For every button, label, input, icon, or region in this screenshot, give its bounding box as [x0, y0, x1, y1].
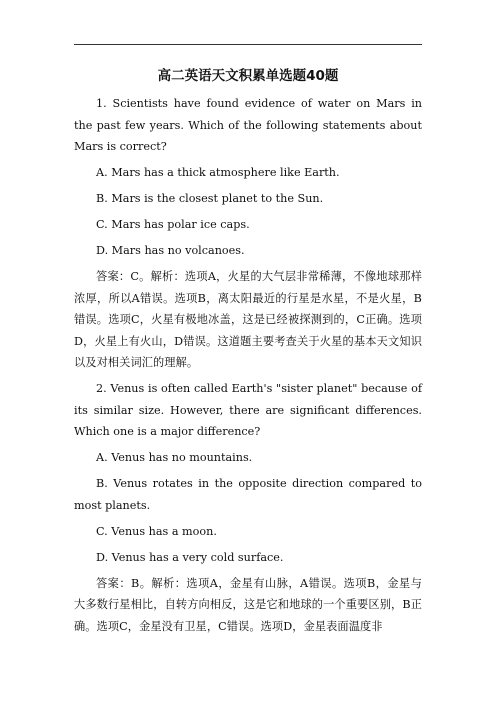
question-2-option-c: C. Venus has a moon.	[96, 524, 217, 538]
question-1-option-d: D. Mars has no volcanoes.	[96, 244, 245, 257]
document-body	[74, 66, 422, 642]
question-1-option-c: C. Mars has polar ice caps.	[96, 218, 250, 231]
question-1-option-a: A. Mars has a thick atmosphere like Earth.	[96, 166, 340, 179]
question-2-option-b: B. Venus rotates in the opposite direction compared to most planets.	[74, 477, 422, 512]
question-1-option-b: B. Mars is the closest planet to the Sun.	[96, 192, 324, 205]
question-1-stem: 1. Scientists have found evidence of water on Mars in the past few years. Which of the following statements about Mars is correct?	[74, 97, 422, 153]
question-2-option-a: A. Venus has no mountains.	[96, 451, 253, 464]
question-2-answer: 答案：B。解析：选项A，金星有山脉，A错误。选项B，金星与大多数行星相比，自转方向相反，这是它和地球的一个重要区别，B正确。选项C，金星没有卫星，C错误。选项D，金星表面温度非	[74, 576, 422, 633]
question-2-option-d: D. Venus has a very cold surface.	[96, 550, 284, 564]
question-2-stem: 2. Venus is often called Earth's "sister planet" because of its similar size. However, there are significant differences. Which one is a major difference?	[74, 382, 422, 438]
header-rule	[74, 44, 422, 45]
question-1-answer: 答案：C。解析：选项A，火星的大气层非常稀薄，不像地球那样浓厚，所以A错误。选项B，离太阳最近的行星是水星，不是火星，B错误。选项C，火星有极地冰盖，这是已经被探测到的，C正确。选项D，火星上有火山，D错误。这道题主要考查关于火星的基本天文知识以及对相关词汇的理解。	[74, 270, 422, 369]
document-title: 高二英语天文积累单选题40题	[157, 68, 339, 84]
